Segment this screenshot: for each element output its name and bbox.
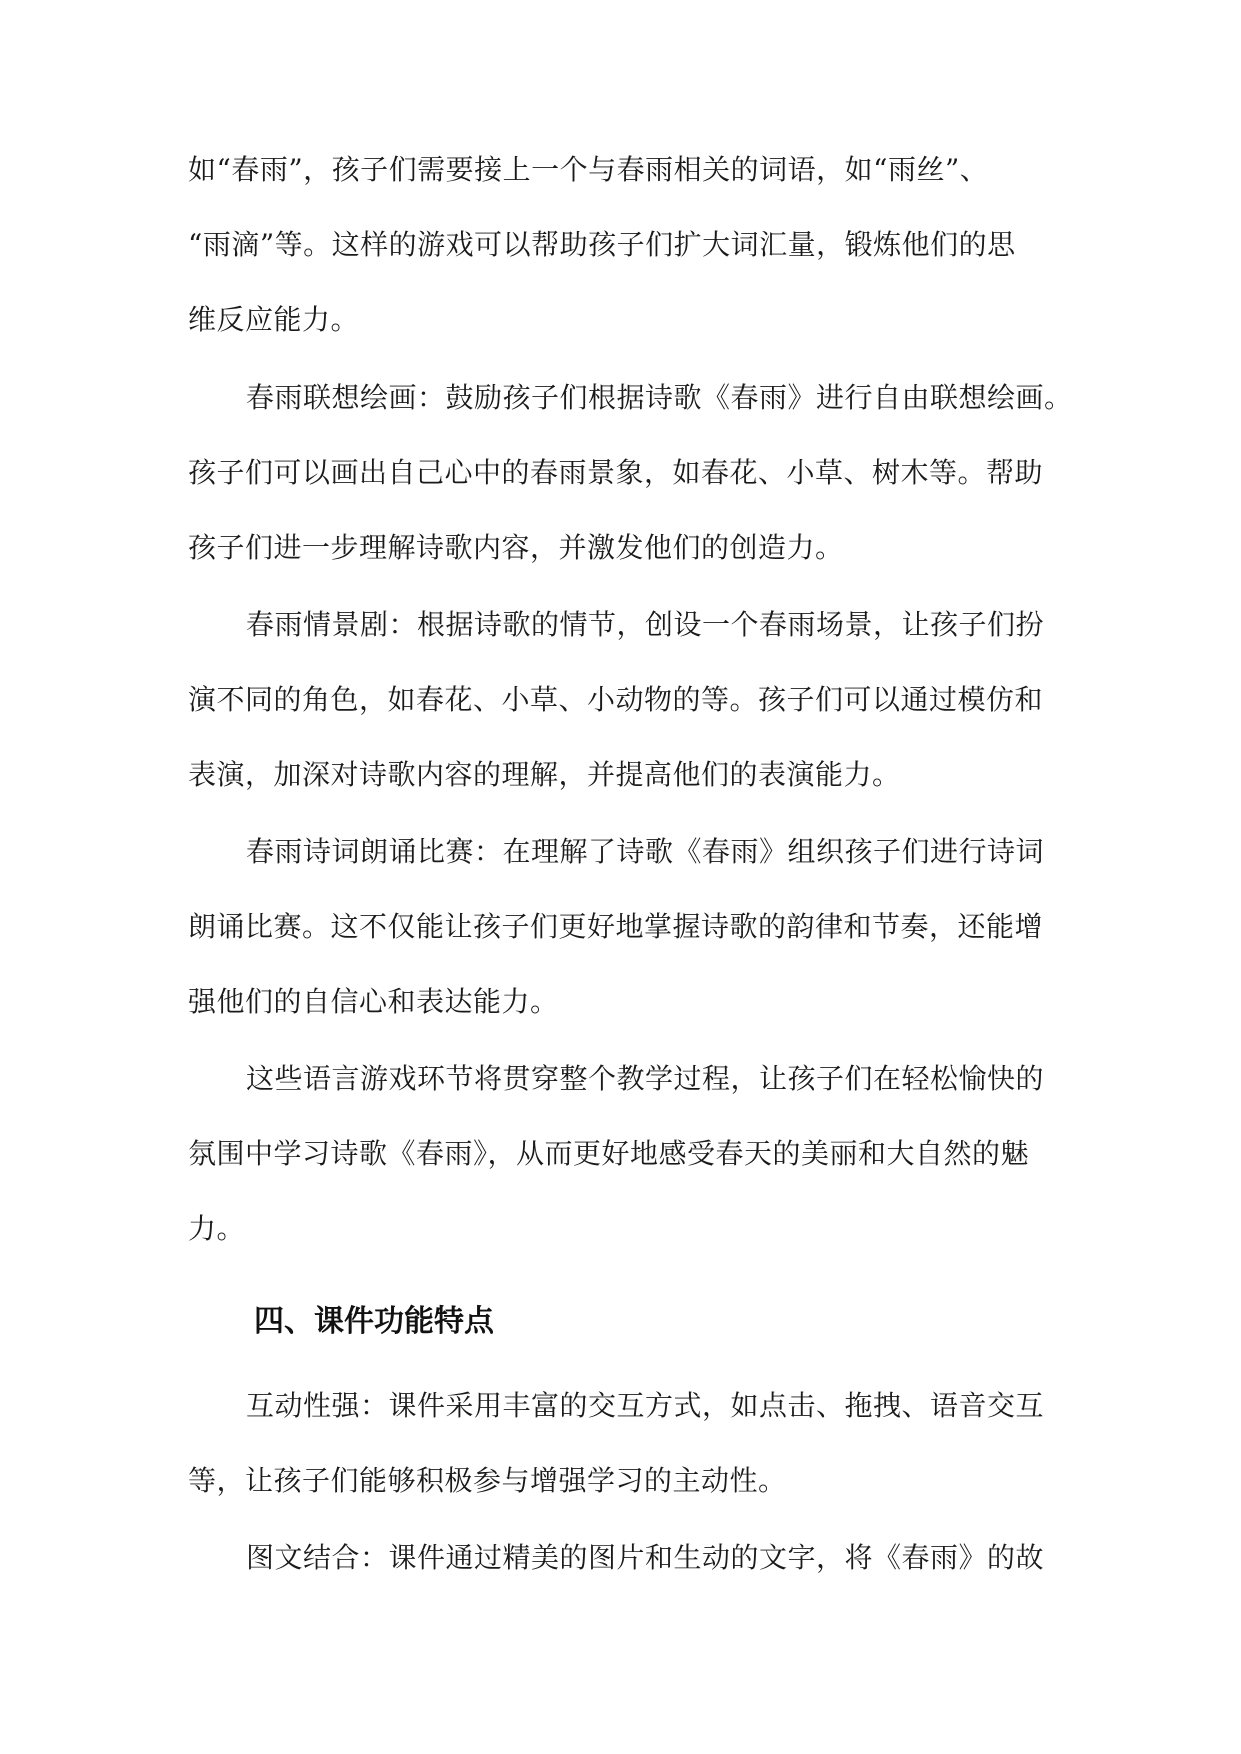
section-heading: 四、课件功能特点 bbox=[254, 1304, 494, 1339]
paragraph-line: 力。 bbox=[188, 1212, 246, 1245]
paragraph-line: “雨滴”等。这样的游戏可以帮助孩子们扩大词汇量，锻炼他们的思 bbox=[188, 228, 1016, 261]
paragraph-line: 等，让孩子们能够积极参与增强学习的主动性。 bbox=[188, 1464, 787, 1497]
paragraph-line: 互动性强：课件采用丰富的交互方式，如点击、拖拽、语音交互 bbox=[246, 1389, 1045, 1422]
paragraph-line: 图文结合：课件通过精美的图片和生动的文字，将《春雨》的故 bbox=[246, 1541, 1045, 1574]
paragraph-line: 孩子们进一步理解诗歌内容，并激发他们的创造力。 bbox=[188, 531, 844, 564]
paragraph-line: 这些语言游戏环节将贯穿整个教学过程，让孩子们在轻松愉快的 bbox=[246, 1062, 1045, 1095]
paragraph-line: 演不同的角色，如春花、小草、小动物的等。孩子们可以通过模仿和 bbox=[188, 683, 1044, 716]
paragraph-line: 表演，加深对诗歌内容的理解，并提高他们的表演能力。 bbox=[188, 758, 901, 791]
paragraph-line: 孩子们可以画出自己心中的春雨景象，如春花、小草、树木等。帮助 bbox=[188, 456, 1044, 489]
paragraph-line: 维反应能力。 bbox=[188, 303, 360, 336]
paragraph-line: 朗诵比赛。这不仅能让孩子们更好地掌握诗歌的韵律和节奏，还能增 bbox=[188, 910, 1044, 943]
paragraph-line: 春雨情景剧：根据诗歌的情节，创设一个春雨场景，让孩子们扮 bbox=[246, 608, 1045, 641]
paragraph-line: 如“春雨”，孩子们需要接上一个与春雨相关的词语，如“雨丝”、 bbox=[188, 153, 989, 186]
paragraph-line: 强他们的自信心和表达能力。 bbox=[188, 985, 559, 1018]
paragraph-line: 春雨诗词朗诵比赛：在理解了诗歌《春雨》组织孩子们进行诗词 bbox=[246, 835, 1045, 868]
paragraph-line: 氛围中学习诗歌《春雨》，从而更好地感受春天的美丽和大自然的魅 bbox=[188, 1137, 1030, 1170]
paragraph-line: 春雨联想绘画：鼓励孩子们根据诗歌《春雨》进行自由联想绘画。 bbox=[246, 381, 1073, 414]
